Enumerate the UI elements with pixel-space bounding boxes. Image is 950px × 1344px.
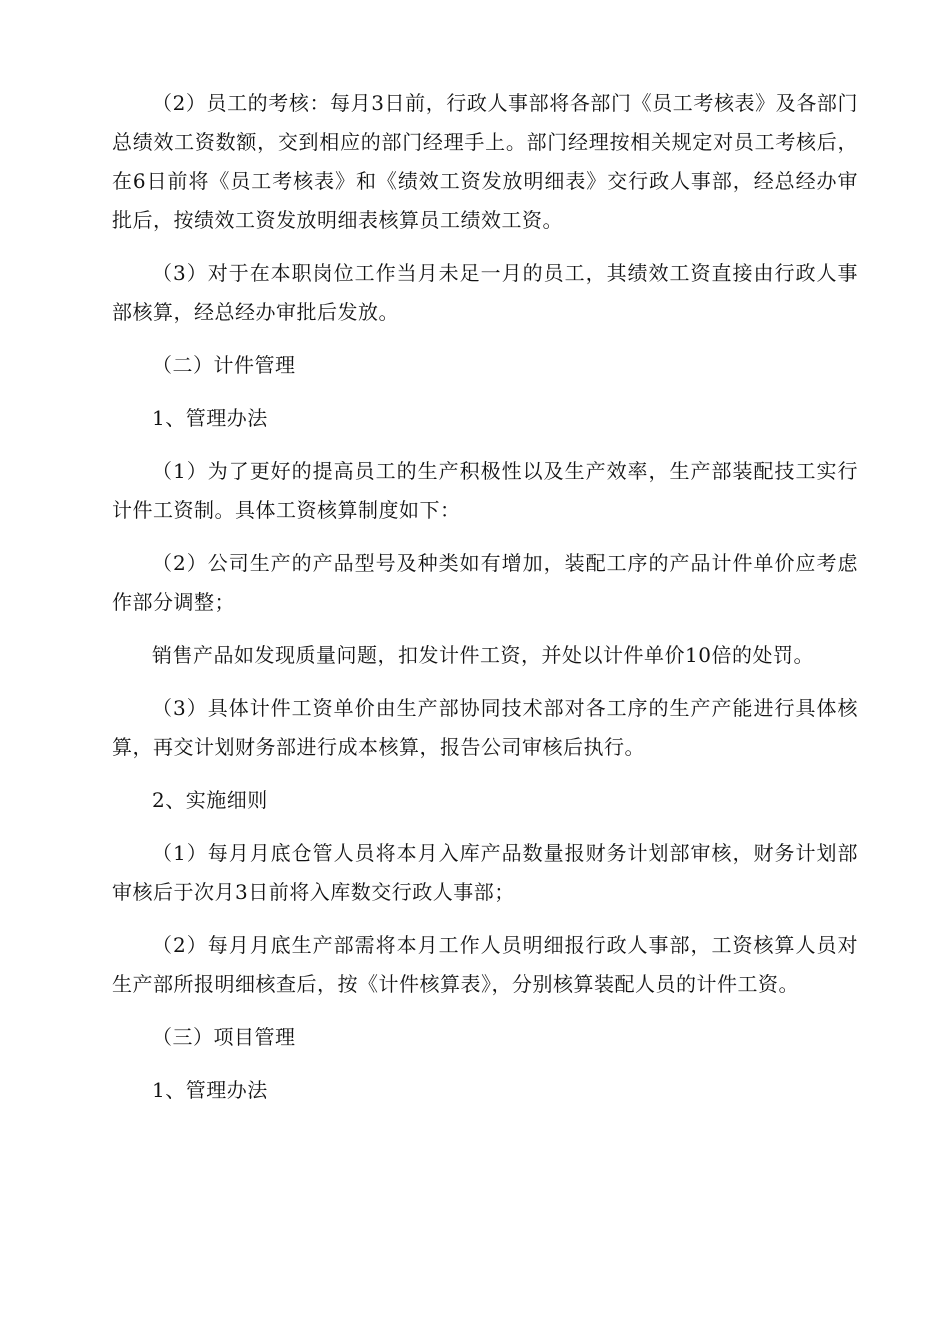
paragraph-piecework-wage-system: （1）为了更好的提高员工的生产积极性以及生产效率，生产部装配技工实行计件工资制。具体工资核算制度如下：: [112, 459, 858, 522]
document-page: [112, 84, 858, 1124]
paragraph-warehouse-reporting: （1）每月月底仓管人员将本月入库产品数量报财务计划部审核，财务计划部审核后于次月3日前将入库数交行政人事部；: [112, 841, 858, 904]
subheading-management-method-2: 1、管理办法: [152, 1078, 268, 1102]
paragraph-partial-month-staff: （3）对于在本职岗位工作当月未足一月的员工，其绩效工资直接由行政人事部核算，经总经办审批后发放。: [112, 261, 858, 324]
paragraph-quality-penalty: 销售产品如发现质量问题，扣发计件工资，并处以计件单价10倍的处罚。: [152, 643, 814, 667]
paragraph-unit-price-calculation: （3）具体计件工资单价由生产部协同技术部对各工序的生产产能进行具体核算，再交计划财务部进行成本核算，报告公司审核后执行。: [112, 696, 858, 759]
subheading-management-method: 1、管理办法: [152, 406, 268, 430]
paragraph-employee-assessment: （2）员工的考核：每月3日前，行政人事部将各部门《员工考核表》及各部门总绩效工资数额，交到相应的部门经理手上。部门经理按相关规定对员工考核后，在6日前将《员工考核表》和《绩效工资发放明细表》交行政人事部，经总经办审批后，按绩效工资发放明细表核算员工绩效工资。: [112, 91, 858, 232]
paragraph-staff-detail-reporting: （2）每月月底生产部需将本月工作人员明细报行政人事部，工资核算人员对生产部所报明细核查后，按《计件核算表》，分别核算装配人员的计件工资。: [112, 933, 858, 996]
paragraph-unit-price-adjustment: （2）公司生产的产品型号及种类如有增加，装配工序的产品计件单价应考虑作部分调整；: [112, 551, 858, 614]
subheading-implementation-rules: 2、实施细则: [152, 788, 268, 812]
section-heading-piecework: （二）计件管理: [152, 353, 296, 377]
section-heading-project-management: （三）项目管理: [152, 1025, 296, 1049]
